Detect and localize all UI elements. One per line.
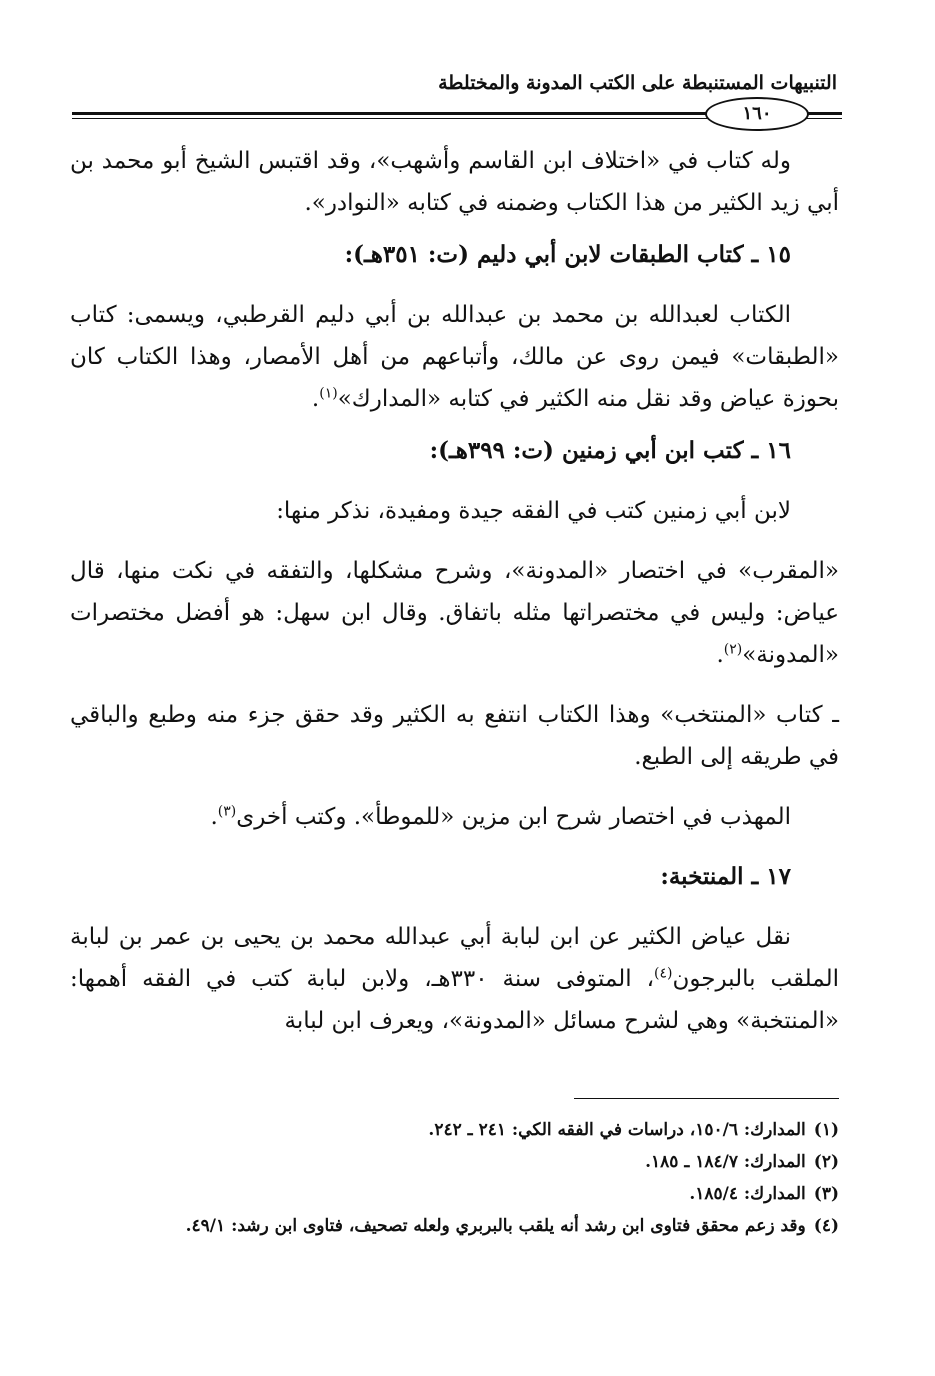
paragraph-5: ـ كتاب «المنتخب» وهذا الكتاب انتفع به الكثير وقد حقق جزء منه وطبع والباقي في طريقه إلى الطبع. [70, 702, 839, 770]
paragraph-2-text: الكتاب لعبدالله بن محمد بن عبدالله بن أبي دليم القرطبي، ويسمى: كتاب «الطبقات» فيمن روى عن مالك، وأتباعهم من أهل الأمصار، وهذا الكتاب كان بحوزة عياض وقد نقل منه الكثير في كتابه «المدارك» [70, 302, 839, 412]
heading-15: ١٥ ـ كتاب الطبقات لابن أبي دليم (ت: ٣٥١هـ): [344, 241, 791, 268]
footnote-text: المدارك: ١٨٥/٤. [689, 1184, 806, 1204]
paragraph-4-end: . [716, 642, 724, 668]
header-rule-thick [72, 112, 712, 115]
page-number: ١٦٠ [705, 97, 809, 131]
body-text [70, 140, 839, 1042]
footnote-number: (٣) [813, 1184, 839, 1204]
footnote-4 [70, 1210, 839, 1242]
paragraph-2 [70, 294, 839, 420]
footnote-text: المدارك: ١٥٠/٦، دراسات في الفقه الكي: ٢٤١ ـ ٢٤٢. [428, 1120, 806, 1140]
header-rule-thin [72, 118, 712, 119]
paragraph-3: لابن أبي زمنين كتب في الفقه جيدة ومفيدة، نذكر منها: [276, 498, 791, 524]
paragraph-7-text-a: نقل عياض الكثير عن ابن لبابة أبي عبدالله محمد بن يحيى بن عمر بن لبابة الملقب بالبرجون [70, 924, 839, 992]
heading-17: ١٧ ـ المنتخبة: [660, 863, 791, 890]
footnote-ref-1: (١) [319, 385, 338, 402]
paragraph-1: وله كتاب في «اختلاف ابن القاسم وأشهب»، وقد اقتبس الشيخ أبو محمد بن أبي زيد الكثير من هذا الكتاب وضمنه في كتابه «النوادر». [70, 148, 839, 216]
paragraph-6-text: المهذب في اختصار شرح ابن مزين «للموطأ». وكتب أخرى [236, 804, 791, 830]
footnote-number: (٤) [813, 1216, 839, 1236]
paragraph-6-end: . [210, 804, 218, 830]
footnote-text: المدارك: ١٨٤/٧ ـ ١٨٥. [645, 1152, 806, 1172]
paragraph-7-text-b: ، المتوفى سنة ٣٣٠هـ، ولابن لبابة كتب في الفقه أهمها: «المنتخبة» وهي لشرح مسائل «المدونة»، ويعرف ابن لبابة [70, 966, 839, 1034]
paragraph-7 [70, 916, 839, 1042]
footnote-ref-2: (٢) [723, 641, 743, 658]
footnote-divider [574, 1098, 839, 1099]
footnotes [70, 1114, 839, 1242]
footnote-number: (٢) [813, 1152, 839, 1172]
paragraph-4 [70, 550, 839, 676]
paragraph-6 [70, 796, 839, 838]
footnote-ref-3: (٣) [217, 803, 237, 820]
running-title: التنبيهات المستنبطة على الكتب المدونة والمختلطة [438, 72, 837, 94]
footnote-ref-4: (٤) [654, 965, 673, 982]
paragraph-4-text: «المقرب» في اختصار «المدونة»، وشرح مشكلها، والتفقه في نكت منها، قال عياض: وليس في مختصراتها مثله باتفاق. وقال ابن سهل: هو أفضل مختصرات «المدونة» [70, 558, 839, 668]
footnote-number: (١) [813, 1120, 839, 1140]
footnote-text: وقد زعم محقق فتاوى ابن رشد أنه يلقب بالبربري ولعله تصحيف، فتاوى ابن رشد: ٤٩/١. [185, 1216, 806, 1236]
heading-16: ١٦ ـ كتب ابن أبي زمنين (ت: ٣٩٩هـ): [429, 437, 791, 464]
footnote-1 [70, 1114, 839, 1146]
footnote-2 [70, 1146, 839, 1178]
paragraph-2-end: . [311, 386, 320, 412]
footnote-3 [70, 1178, 839, 1210]
